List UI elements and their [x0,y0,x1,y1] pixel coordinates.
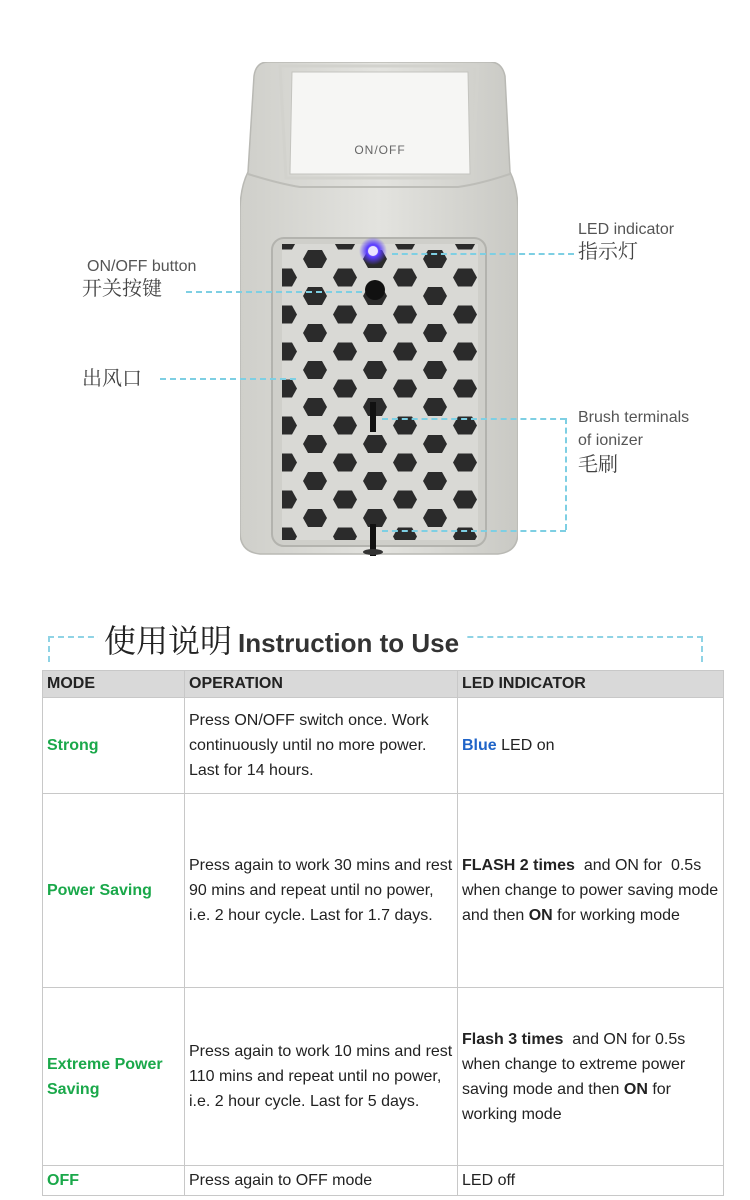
product-diagram [0,0,750,590]
instruction-title [48,616,703,666]
callout-outlet-zh: 出风口 [82,366,142,390]
callout-brush-en-2: of ionizer [578,432,643,450]
led-blue-text: Blue [462,737,497,754]
table-row [43,794,724,988]
brush-terminal-upper [370,402,376,432]
device-button-text: ON/OFF [354,143,406,157]
title-dashed-left [48,636,50,662]
led-on-text: ON [623,1080,648,1098]
callout-brush-line-lower [382,530,566,532]
table-header-row [43,671,724,698]
operation-cell: Press again to work 30 mins and rest 90 mins and repeat until no power, i.e. 2 hour cycle. Last for 1.7 days. [185,794,458,988]
callout-brush-line-vertical [565,418,567,530]
operation-cell: Press again to OFF mode [185,1166,458,1196]
callout-brush-en-1: Brush terminals [578,409,690,426]
callout-led-line [392,253,574,255]
mode-cell: OFF [43,1166,185,1196]
callout-button-zh: 开关按键 [82,276,162,301]
led-cell [458,988,724,1166]
led-mid-text: and ON for 0.5s when change to power saving mode and then [462,857,723,924]
callout-led-indicator [578,220,674,263]
header-led-indicator: LED INDICATOR [458,671,724,698]
operation-cell: Press again to work 10 mins and rest 110 mins and repeat until no power, i.e. 2 hour cycle. Last for 5 days. [185,988,458,1166]
led-on-text: ON [528,907,553,924]
led-cell [458,698,724,794]
mode-cell: Extreme Power Saving [43,988,185,1166]
callout-brush-line-upper [382,418,566,420]
callout-brush-zh: 毛刷 [578,452,618,477]
led-bold-text: FLASH 2 times [462,857,575,874]
table-row [43,698,724,794]
callout-button-en: ON/OFF button [87,258,197,275]
mode-cell: Power Saving [43,794,185,988]
callout-onoff-button [82,257,197,301]
led-bold-text: Flash 3 times [462,1030,564,1048]
table-row [43,1166,724,1196]
callout-outlet-line [160,378,296,380]
device-power-button [365,280,385,300]
title-text [98,616,465,662]
instruction-table [42,670,724,1196]
header-mode: MODE [43,671,185,698]
operation-cell: Press ON/OFF switch once. Work continuously until no more power. Last for 14 hours. [185,698,458,794]
callout-led-en: LED indicator [578,221,675,238]
callout-air-outlet [82,366,142,390]
callout-button-line [186,291,362,293]
header-operation: OPERATION [185,671,458,698]
title-dashed-right [701,636,703,662]
table-row [43,988,724,1166]
callout-led-zh: 指示灯 [578,239,638,264]
led-cell [458,794,724,988]
callout-brush-terminals [578,408,689,476]
led-rest-text: LED on [496,737,555,754]
led-cell: LED off [458,1166,724,1196]
led-end-text: for working mode [462,1080,672,1123]
title-zh: 使用说明 [104,622,233,660]
led-end-text: for working mode [552,907,680,924]
ionizer-device-image [240,62,518,557]
title-en: Instruction to Use [238,628,460,658]
mode-cell: Strong [43,698,185,794]
led-mid-text: and ON for 0.5s when change to extreme power saving mode and then [462,1030,690,1098]
